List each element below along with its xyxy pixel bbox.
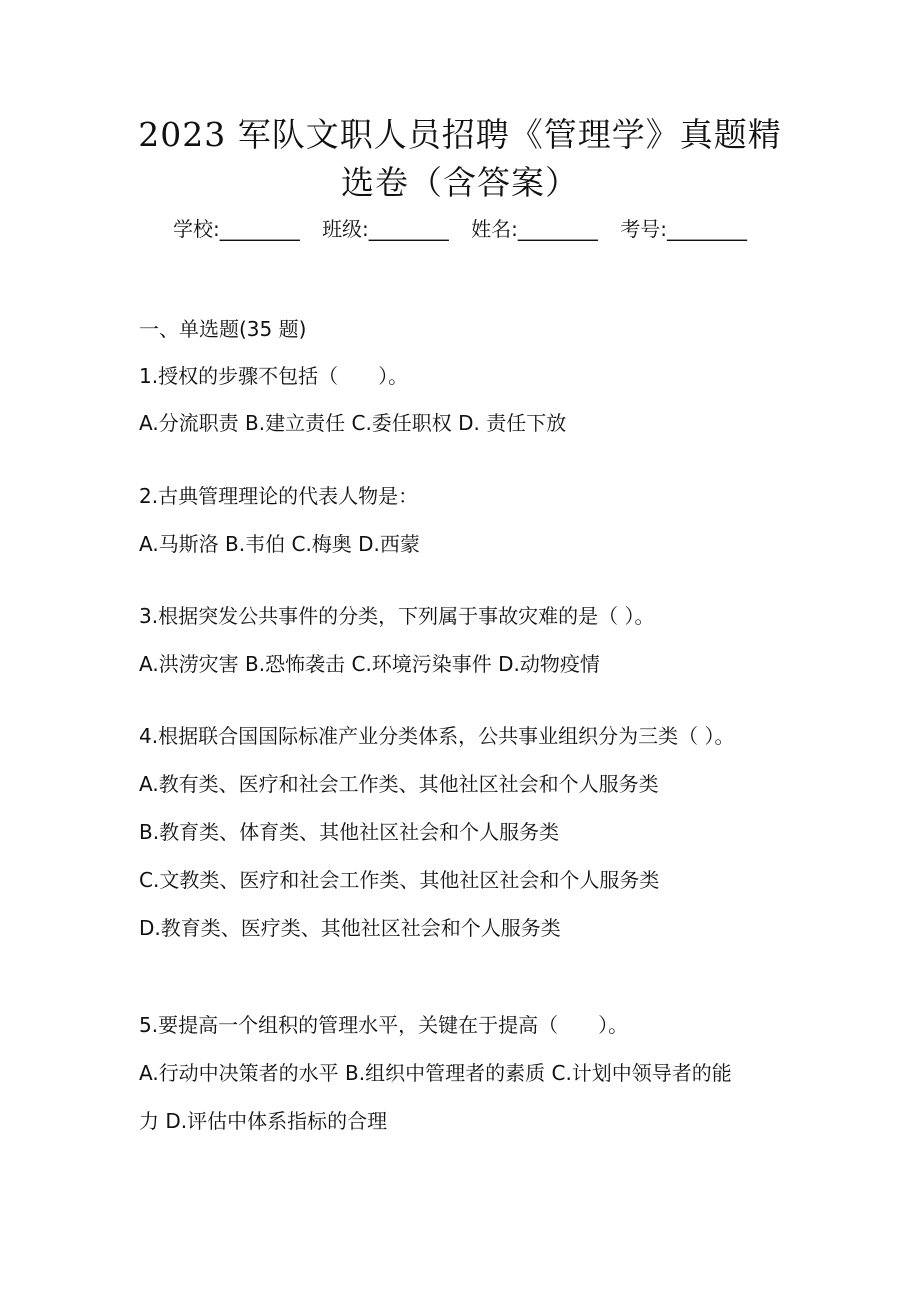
class-field: 班级:________ xyxy=(322,217,449,241)
question-5-options-line-2: 力 D.评估中体系指标的合理 xyxy=(139,1109,388,1133)
question-4-option-a: A.教有类、医疗和社会工作类、其他社区社会和个人服务类 xyxy=(139,772,659,796)
question-4-option-d: D.教育类、医疗类、其他社区社会和个人服务类 xyxy=(139,916,561,940)
section-heading: 一、单选题(35 题) xyxy=(139,317,307,341)
question-2-options: A.马斯洛 B.韦伯 C.梅奥 D.西蒙 xyxy=(139,532,420,556)
question-3-stem: 3.根据突发公共事件的分类，下列属于事故灾难的是（ ）。 xyxy=(139,604,655,628)
question-3-options: A.洪涝灾害 B.恐怖袭击 C.环境污染事件 D.动物疫情 xyxy=(139,652,600,676)
question-4-option-b: B.教育类、体育类、其他社区社会和个人服务类 xyxy=(139,820,560,844)
question-1-stem: 1.授权的步骤不包括（ ）。 xyxy=(139,364,409,388)
question-4-stem: 4.根据联合国国际标准产业分类体系，公共事业组织分为三类（ ）。 xyxy=(139,724,735,748)
question-2-stem: 2.古典管理理论的代表人物是： xyxy=(139,484,419,508)
document-title-line-1: 2023 军队文职人员招聘《管理学》真题精 xyxy=(138,115,782,154)
question-5-options-line-1: A.行动中决策者的水平 B.组织中管理者的素质 C.计划中领导者的能 xyxy=(139,1061,732,1085)
name-field: 姓名:________ xyxy=(471,217,598,241)
document-title-line-2: 选卷（含答案） xyxy=(341,163,579,202)
question-1-options: A.分流职责 B.建立责任 C.委任职权 D. 责任下放 xyxy=(139,411,567,435)
question-5-stem: 5.要提高一个组积的管理水平，关键在于提高（ ）。 xyxy=(139,1013,629,1037)
student-info-row xyxy=(0,214,920,244)
school-field: 学校:________ xyxy=(172,217,300,241)
question-4-option-c: C.文教类、医疗和社会工作类、其他社区社会和个人服务类 xyxy=(139,868,660,892)
exam-number-field: 考号:________ xyxy=(620,217,748,241)
